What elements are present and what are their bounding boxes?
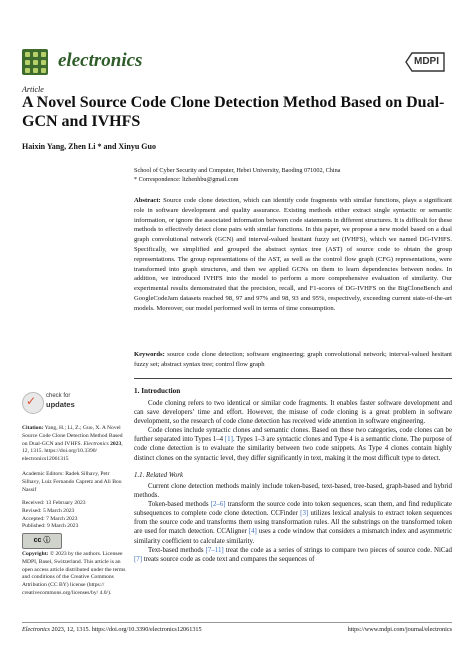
keywords: [134, 350, 452, 370]
copyright-text: © 2023 by the authors. Licensee MDPI, Basel, Switzerland. This article is an open access article distributed under the terms and conditions of the Creative Commons Attribution (CC BY) license (https:// creativecommons.org/licenses/by/ 4.0/).: [22, 551, 126, 596]
article-type: Article: [22, 85, 44, 94]
paragraph: Current clone detection methods mainly include token-based, text-based, tree-based, graph-based and hybrid methods.: [134, 483, 452, 500]
citation-block: [22, 425, 126, 464]
paragraph-text: transform the source code into token sequences, scan them, and find reduplicate subsequences to complete code clone detection. CCFinder: [134, 501, 452, 518]
footer-divider: [22, 622, 452, 623]
footer-doi[interactable]: 2023, 12, 1315. https://doi.org/10.3390/electronics12061315: [49, 626, 202, 633]
abstract: [134, 196, 452, 314]
footer-citation: [22, 626, 202, 633]
author-list: Haixin Yang, Zhen Li * and Xinyu Guo: [22, 142, 156, 151]
footer-journal-url[interactable]: https://www.mdpi.com/journal/electronics: [347, 626, 452, 633]
paragraph-text: treats source code as code text and compares the sequences of: [142, 555, 315, 563]
journal-logo: [22, 49, 48, 75]
section-heading: 1. Introduction: [134, 387, 181, 395]
abstract-text: Source code clone detection, which can identify code fragments with similar functions, plays a significant role in software development and quality assurance. Existing methods either extract single syntactic or semantic information, or ignore the associated information between code statements in different structures. It is difficult for these methods to effectively detect clone pairs with similar functions. In this paper, we propose a new model based on a dual graph convolutional network (GCN) and interval-valued hesitant fuzzy set (IVHFS), which we named DG-IVHFS. Specifically, we simplified and grouped the abstract syntax tree (AST) of source code to obtain the group representations. The group representations of the AST, as well as the control flow graph (CFG) representations, were transformed into graph structures, and then we applied GCNs on them to learn dependencies between nodes. In addition, we introduced IVHFS into the model to perform a more comprehensive evaluation of similarity. Our experimental results demonstrated that the precision, recall, and F1-scores of DG-IVHFS on the BigCloneBench and GoogleCodeJam datasets reached 98, 97 and 97% and 98, 93 and 95%, respectively, exceeding current state-of-the-art models. Moreover, our model performed well in terms of time consumption.: [134, 197, 452, 312]
paper-title: A Novel Source Code Clone Detection Method Based on Dual-GCN and IVHFS: [22, 94, 445, 130]
paragraph: [134, 546, 452, 564]
related-work-body: [134, 482, 452, 564]
mdpi-logo: [404, 52, 448, 72]
updates-line1: check for: [46, 393, 71, 399]
dates-block: [22, 500, 126, 531]
check-for-updates-button[interactable]: [22, 392, 82, 418]
mdpi-text: MDPI: [414, 56, 439, 67]
updates-line2: updates: [46, 400, 75, 409]
paragraph-text: Token-based methods: [148, 501, 211, 509]
citation-link[interactable]: [7]: [134, 555, 143, 563]
citation-year: 2023: [110, 440, 122, 447]
academic-editors: [22, 471, 126, 494]
editors-text: Radek Silhavy, Petr Silhavy, Luiz Fernando Capretz and Ali Bou Nassif: [22, 471, 122, 493]
citation-rest[interactable]: , 12, 1315. https://doi.org/10.3390/ electronics12061315: [22, 440, 123, 463]
keywords-label: Keywords:: [134, 351, 165, 358]
paragraph-text: Code clones include syntactic clones and semantic clones. Based on these two categories, code clones can be further separated into Types 1–4: [134, 427, 452, 444]
affiliation-block: [134, 167, 454, 184]
citation-text: Yang, H.; Li, Z.; Guo, X. A Novel Source Code Clone Detection Method Based on Dual-GCN and IVHFS.: [22, 425, 123, 447]
citation-link[interactable]: [3]: [300, 510, 309, 518]
keywords-text: source code clone detection; software engineering; graph convolutional network; interval-valued hesitant fuzzy set; abstract syntax tree; control flow graph: [134, 351, 452, 368]
citation-journal: Electronics: [83, 440, 109, 447]
subsection-heading: 1.1. Related Work: [134, 472, 184, 479]
cc-license-badge[interactable]: cc ⓘ: [22, 533, 62, 549]
copyright-label: Copyright:: [22, 551, 49, 557]
editors-label: Academic Editors:: [22, 471, 64, 477]
correspondence: * Correspondence: lizhenhbu@gmail.com: [134, 175, 239, 183]
abstract-label: Abstract:: [134, 197, 161, 204]
paragraph-text: uses a code window that considers a mismatch index and asymmetric similarity coefficient to calculate similarity.: [134, 528, 453, 545]
divider: [134, 378, 452, 379]
paragraph-text: Text-based methods: [148, 546, 206, 554]
citation-label: Citation:: [22, 425, 44, 431]
citation-link[interactable]: [1]: [224, 436, 233, 444]
footer-journal: Electronics: [22, 626, 50, 633]
revised-date: Revised: 5 March 2023: [22, 507, 75, 514]
paragraph: [134, 426, 452, 462]
paragraph: [134, 500, 452, 545]
check-icon: ✓: [26, 394, 37, 408]
paragraph-text: treat the code as a series of strings to compare two pieces of source code. NiCad: [223, 546, 452, 554]
paragraph-text: utilizes lexical analysis to extract token sequences from the source code and transforms them using transformation rules. All the substrings on the transformed token are used for match detection. CCAligner: [134, 510, 452, 536]
paragraph-text: . Types 1–3 are syntactic clones and Type 4 is a semantic clone. The purpose of code clone detection is to evaluate the similarity between two code snippets. As Type 4 clones contain highly distinct clones on the syntactic level, they differ significantly in text, making it the most difficult type to detect.: [134, 436, 452, 462]
citation-link[interactable]: [7–11]: [205, 546, 224, 554]
affiliation-address: School of Cyber Security and Computer, Hebei University, Baoding 071002, China: [134, 167, 341, 174]
citation-link[interactable]: [4]: [248, 528, 257, 536]
published-date: Published: 9 March 2023: [22, 523, 79, 530]
accepted-date: Accepted: 7 March 2023: [22, 515, 78, 522]
journal-name: electronics: [58, 50, 143, 71]
paragraph: Code cloning refers to two identical or similar code fragments. It enables faster software development and can save developers’ time and effort. However, the misuse of code cloning is a great problem in software development, so the research of code clone detection has received wide attention in software engineering.: [134, 400, 452, 426]
copyright-block: [22, 551, 126, 598]
received-date: Received: 13 February 2023: [22, 500, 86, 506]
citation-link[interactable]: [2–6]: [210, 501, 226, 509]
intro-body: [134, 399, 452, 463]
